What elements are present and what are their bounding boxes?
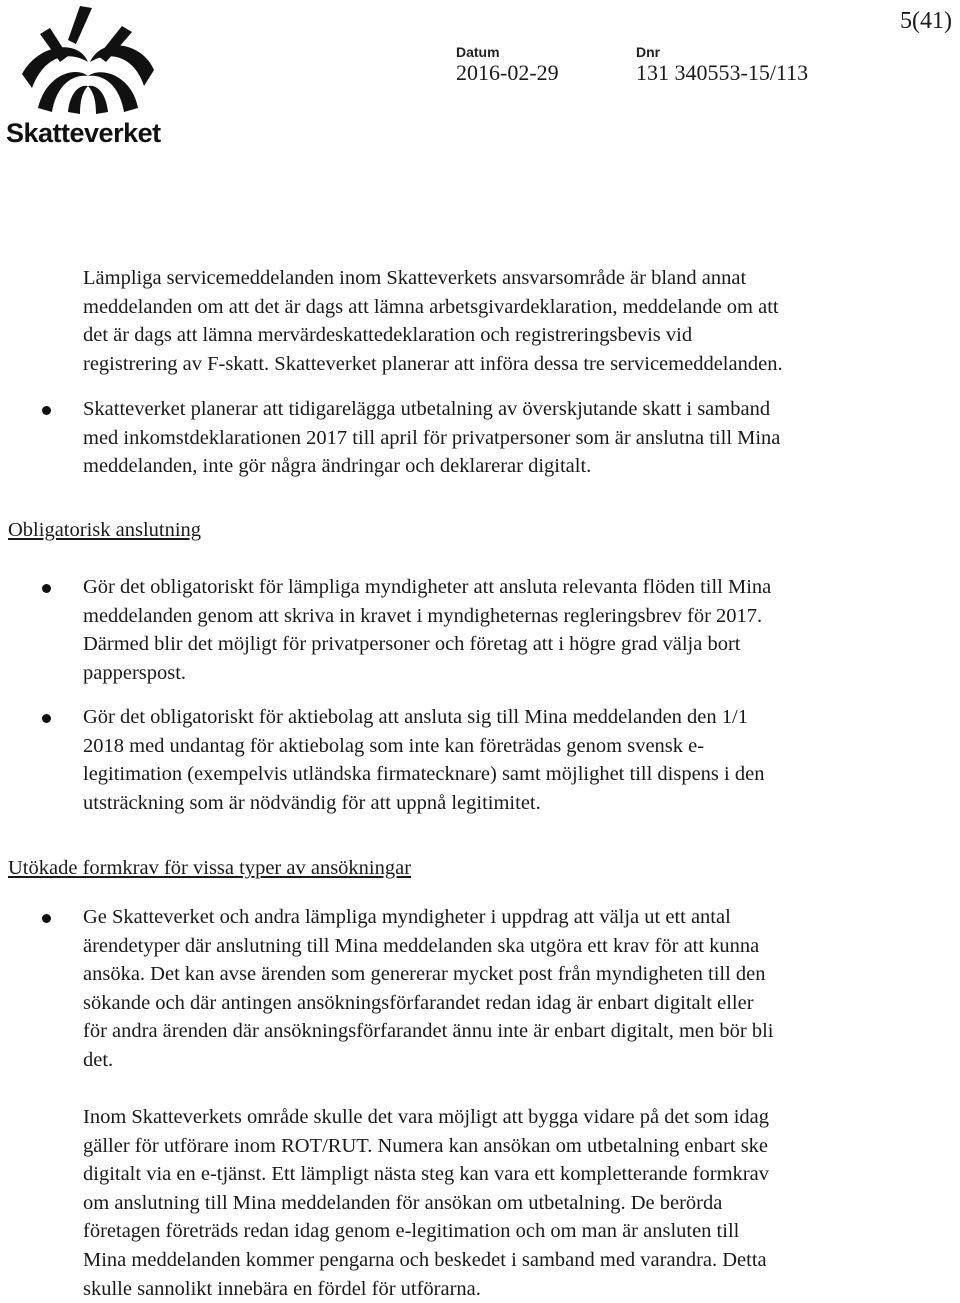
text-line: sökande och där antingen ansökningsförfarandet redan idag är enbart digitalt eller (83, 991, 754, 1014)
text-line: det. (83, 1048, 114, 1071)
text-line: digitalt via en e-tjänst. Ett lämpligt nästa steg kan vara ett kompletterande formkrav (83, 1163, 769, 1186)
bullet-icon (42, 584, 51, 593)
text-line: meddelanden om att det är dags att lämna arbetsgivardeklaration, meddelande om att (83, 295, 779, 318)
bullet-item-authorities (83, 573, 953, 687)
text-line: Inom Skatteverkets område skulle det vara möjligt att bygga vidare på det som idag (83, 1106, 769, 1128)
text-line: företagen företräds redan idag genom e-legitimation och om man är ansluten till (83, 1220, 740, 1243)
bullet-icon (42, 714, 51, 723)
text-line: registrering av F-skatt. Skatteverket planerar att införa dessa tre servicemeddelanden. (83, 352, 783, 375)
text-line: det är dags att lämna mervärdeskattedeklaration och registreringsbevis vid (83, 324, 693, 347)
text-line: ansöka. Det kan avse ärenden som genererar mycket post från myndigheten till den (83, 963, 766, 986)
logo-wordmark: Skatteverket (6, 118, 161, 148)
bullet-item-companies (83, 703, 953, 817)
text-line: Gör det obligatoriskt för aktiebolag att ansluta sig till Mina meddelanden den 1/1 (83, 706, 748, 728)
skatteverket-logo (6, 4, 162, 148)
text-line: papperspost. (83, 661, 187, 684)
text-line: meddelanden genom att skriva in kravet i myndigheternas regleringsbrev för 2017. (83, 604, 763, 627)
text-line: Lämpliga servicemeddelanden inom Skatteverkets ansvarsområde är bland annat (83, 267, 747, 289)
date-value: 2016-02-29 (456, 60, 559, 85)
text-line: Gör det obligatoriskt för lämpliga myndigheter att ansluta relevanta flöden till Mina (83, 576, 772, 598)
text-line: legitimation (exempelvis utländska firmatecknare) samt möjlighet till dispens i den (83, 763, 765, 786)
text-line: Mina meddelanden kommer pengarna och beskedet i samband med varandra. Detta (83, 1248, 767, 1271)
text-line: ärendetyper där anslutning till Mina meddelanden ska utgöra ett krav för att kunna (83, 934, 760, 957)
text-line: gäller för utförare inom ROT/RUT. Numera kan ansökan om utbetalning enbart ske (83, 1134, 769, 1157)
rot-rut-paragraph (83, 1103, 953, 1303)
page-number: 5(41) (900, 8, 952, 34)
bullet-icon (42, 406, 51, 415)
text-line: Skatteverket planerar att tidigarelägga utbetalning av överskjutande skatt i samband (83, 398, 771, 420)
date-label: Datum (456, 44, 500, 60)
crown-swirl-icon (18, 4, 158, 116)
bullet-item-refund (83, 395, 953, 481)
text-line: utsträckning som är nödvändig för att uppnå legitimitet. (83, 791, 541, 814)
text-line: 2018 med undantag för aktiebolag som inte kan företrädas genom svensk e- (83, 734, 705, 757)
intro-paragraph (83, 264, 953, 378)
text-line: för andra ärenden där ansökningsförfarandet ännu inte är enbart digitalt, men bör bli (83, 1020, 774, 1043)
bullet-item-case-types (83, 903, 953, 1075)
section-heading-mandatory: Obligatorisk anslutning (8, 519, 202, 541)
bullet-icon (42, 914, 51, 923)
text-line: meddelanden, inte gör några ändringar och deklarerar digitalt. (83, 455, 592, 478)
text-line: med inkomstdeklarationen 2017 till april för privatpersoner som är anslutna till Mina (83, 426, 781, 449)
text-line: Ge Skatteverket och andra lämpliga myndigheter i uppdrag att välja ut ett antal (83, 906, 731, 928)
dnr-label: Dnr (636, 44, 661, 60)
text-line: skulle sannolikt innebära en fördel för utförarna. (83, 1277, 481, 1300)
text-line: Därmed blir det möjligt för privatpersoner och företag att i högre grad välja bort (83, 633, 741, 656)
section-heading-form-requirements: Utökade formkrav för vissa typer av ansökningar (8, 857, 412, 879)
dnr-value: 131 340553-15/113 (636, 60, 809, 85)
text-line: om anslutning till Mina meddelanden för ansökan om utbetalning. De berörda (83, 1191, 723, 1214)
